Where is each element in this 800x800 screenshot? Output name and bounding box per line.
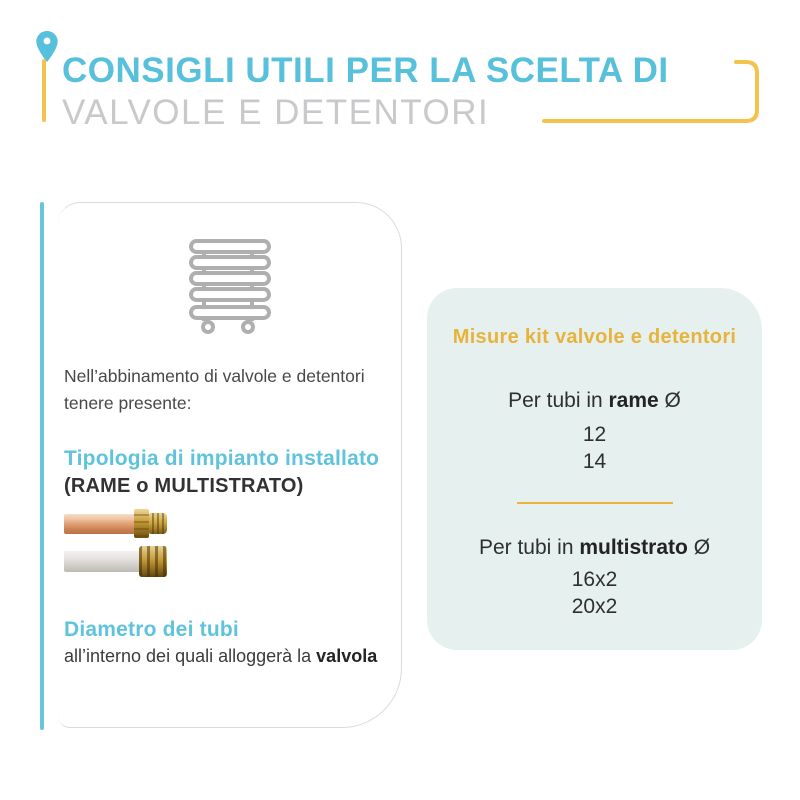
multilayer-label-regular: Per tubi in (478, 536, 580, 559)
point2-text (64, 646, 401, 667)
copper-size-list (427, 421, 762, 475)
point2-text-regular: all’interno dei quali alloggerà la (64, 646, 317, 666)
sizes-card-title: Misure kit valvole e detentori (452, 326, 737, 348)
copper-diameter-symbol: Ø (658, 389, 681, 412)
point2-text-bold: valvola (316, 646, 378, 666)
advice-intro-text (64, 363, 397, 417)
card-accent-line (40, 202, 44, 730)
copper-label-regular: Per tubi in (508, 389, 609, 412)
point2-title: Diametro dei tubi (64, 618, 239, 641)
radiator-icon (184, 237, 276, 335)
point1-subtitle: (RAME o MULTISTRATO) (64, 475, 304, 497)
copper-size-item: 14 (582, 450, 607, 473)
sizes-card (427, 288, 762, 650)
accent-bracket-line (535, 54, 767, 128)
accent-vertical-line (42, 59, 46, 122)
advice-intro-line1: Nell’abbinamento di valvole e detentori (64, 366, 365, 386)
multilayer-fitting-sleeve (139, 546, 167, 577)
advice-card (58, 202, 402, 728)
copper-label-bold: rame (608, 389, 659, 412)
copper-fitting-thread (149, 513, 167, 534)
advice-intro-line2: tenere presente: (64, 393, 192, 413)
copper-size-item: 12 (582, 423, 607, 446)
copper-tube-label (427, 389, 762, 413)
multilayer-size-item: 16x2 (571, 568, 618, 591)
multilayer-label-bold: multistrato (579, 536, 688, 559)
point1-title: Tipologia di impianto installato (64, 447, 380, 470)
pipe-images (64, 508, 401, 582)
multilayer-size-list (427, 566, 762, 620)
multilayer-tube-label (427, 536, 762, 560)
copper-fitting-nut (134, 509, 149, 538)
gold-divider-line (517, 502, 673, 504)
copper-pipe-image (64, 514, 135, 534)
page-title-line1: CONSIGLI UTILI PER LA SCELTA DI (62, 51, 669, 90)
multilayer-size-item: 20x2 (571, 595, 618, 618)
multilayer-diameter-symbol: Ø (687, 536, 711, 559)
multilayer-pipe-image (64, 551, 140, 572)
page-title-line2: VALVOLE E DETENTORI (62, 93, 490, 132)
location-pin-icon (36, 31, 58, 62)
